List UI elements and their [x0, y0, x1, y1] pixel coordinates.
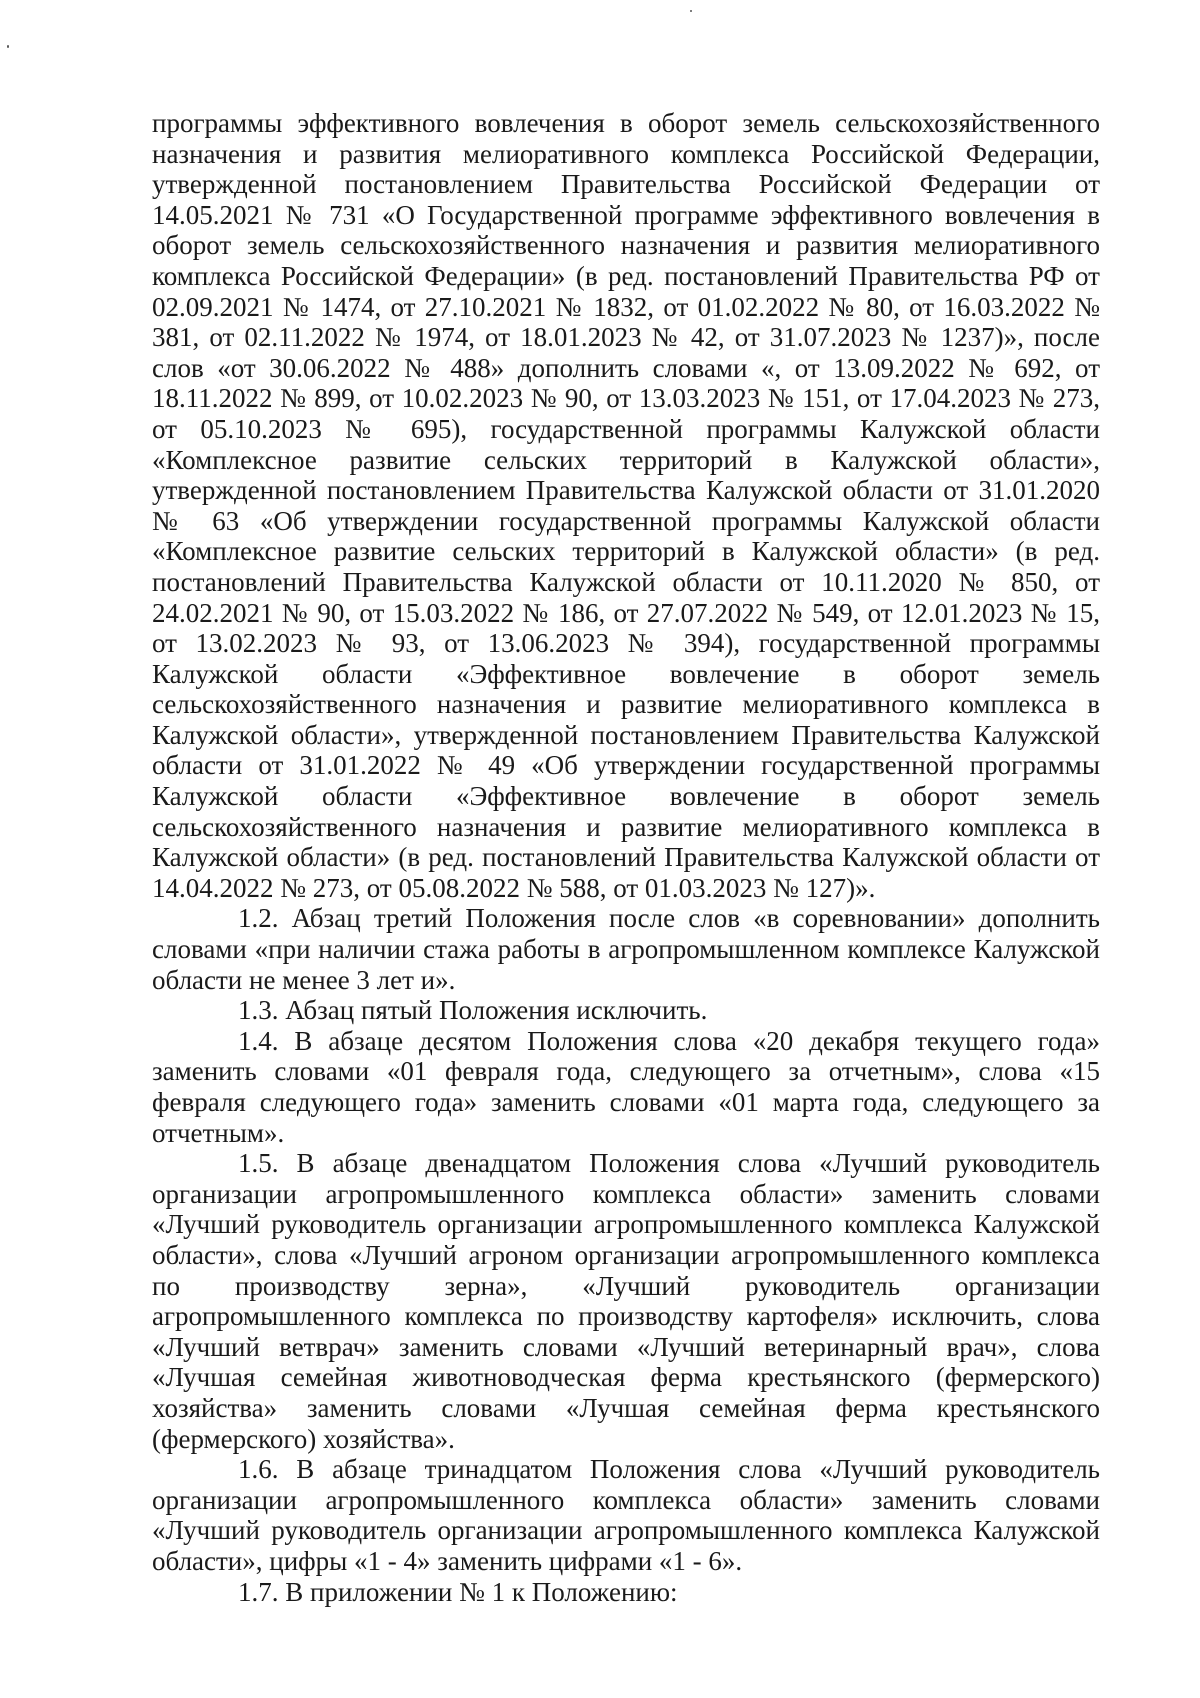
paragraph-item-1-2: 1.2. Абзац третий Положения после слов «в соревновании» дополнить словами «при наличии стажа работы в агропромышленном комплексе Калужской области не менее 3 лет и». — [152, 903, 1100, 995]
scan-speck — [690, 10, 692, 12]
scan-speck — [7, 45, 9, 48]
paragraph-item-1-5: 1.5. В абзаце двенадцатом Положения слова «Лучший руководитель организации агропромышленного комплекса области» заменить словами «Лучший руководитель организации агропромышленного комплекса Калужской области», слова «Лучший агроном организации агропромышленного комплекса по производству зерна», «Лучший руководитель организации агропромышленного комплекса по производству картофеля» исключить, слова «Лучший ветврач» заменить словами «Лучший ветеринарный врач», слова «Лучшая семейная животноводческая ферма крестьянского (фермерского) хозяйства» заменить словами «Лучшая семейная ферма крестьянского (фермерского) хозяйства». — [152, 1148, 1100, 1454]
document-body — [152, 108, 1100, 1607]
paragraph-item-1-3: 1.3. Абзац пятый Положения исключить. — [238, 995, 708, 1026]
paragraph-item-1-6: 1.6. В абзаце тринадцатом Положения слова «Лучший руководитель организации агропромышленного комплекса области» заменить словами «Лучший руководитель организации агропромышленного комплекса Калужской области», цифры «1 - 4» заменить цифрами «1 - 6». — [152, 1454, 1100, 1576]
paragraph-continuation: программы эффективного вовлечения в оборот земель сельскохозяйственного назначения и развития мелиоративного комплекса Российской Федерации, утвержденной постановлением Правительства Российской Федерации от 14.05.2021 № 731 «О Государственной программе эффективного вовлечения в оборот земель сельскохозяйственного назначения и развития мелиоративного комплекса Российской Федерации» (в ред. постановлений Правительства РФ от 02.09.2021 № 1474, от 27.10.2021 № 1832, от 01.02.2022 № 80, от 16.03.2022 № 381, от 02.11.2022 № 1974, от 18.01.2023 № 42, от 31.07.2023 № 1237)», после слов «от 30.06.2022 № 488» дополнить словами «, от 13.09.2022 № 692, от 18.11.2022 № 899, от 10.02.2023 № 90, от 13.03.2023 № 151, от 17.04.2023 № 273, от 05.10.2023 № 695), государственной программы Калужской области «Комплексное развитие сельских территорий в Калужской области», утвержденной постановлением Правительства Калужской области от 31.01.2020 № 63 «Об утверждении государственной программы Калужской области «Комплексное развитие сельских территорий в Калужской области» (в ред. постановлений Правительства Калужской области от 10.11.2020 № 850, от 24.02.2021 № 90, от 15.03.2022 № 186, от 27.07.2022 № 549, от 12.01.2023 № 15, от 13.02.2023 № 93, от 13.06.2023 № 394), государственной программы Калужской области «Эффективное вовлечение в оборот земель сельскохозяйственного назначения и развитие мелиоративного комплекса в Калужской области», утвержденной постановлением Правительства Калужской области от 31.01.2022 № 49 «Об утверждении государственной программы Калужской области «Эффективное вовлечение в оборот земель сельскохозяйственного назначения и развитие мелиоративного комплекса в Калужской области» (в ред. постановлений Правительства Калужской области от 14.04.2022 № 273, от 05.08.2022 № 588, от 01.03.2023 № 127)». — [152, 108, 1100, 903]
paragraph-item-1-4: 1.4. В абзаце десятом Положения слова «20 декабря текущего года» заменить словами «01 февраля года, следующего за отчетным», слова «15 февраля следующего года» заменить словами «01 марта года, следующего за отчетным». — [152, 1025, 1100, 1148]
paragraph-item-1-7: 1.7. В приложении № 1 к Положению: — [238, 1576, 678, 1607]
